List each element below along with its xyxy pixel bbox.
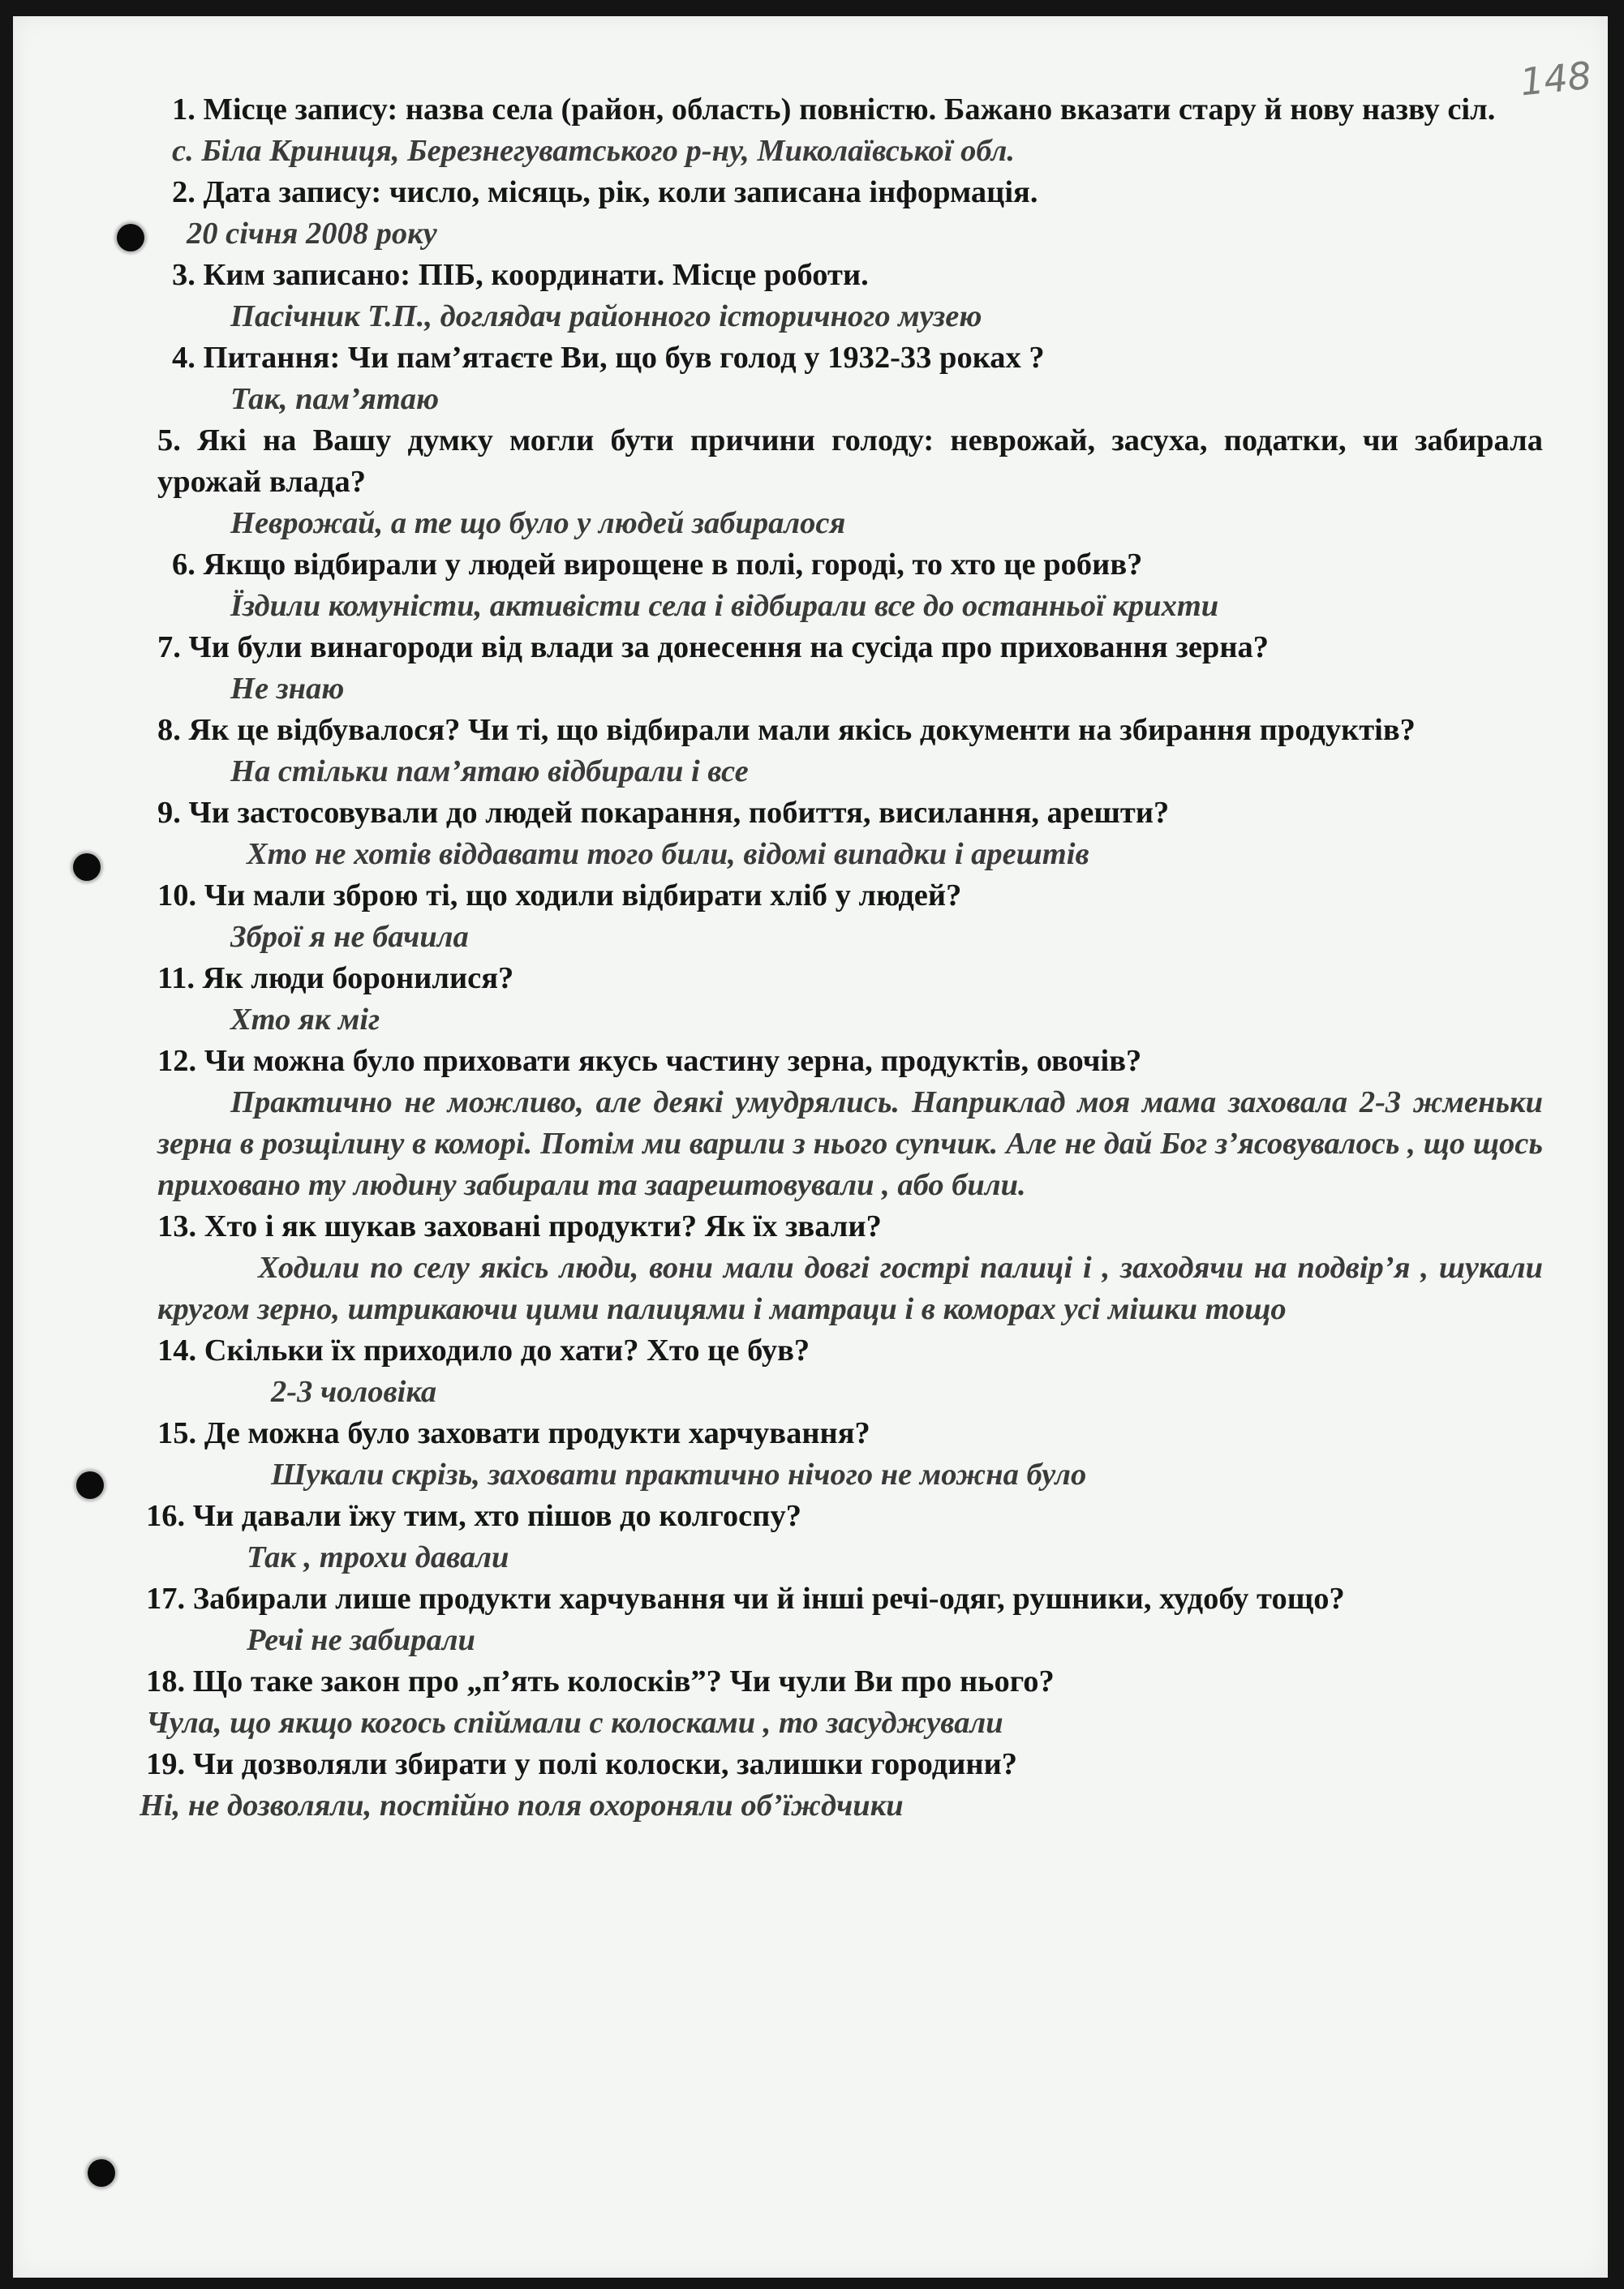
question-1: 1. Місце запису: назва села (район, область) повністю. Бажано вказати стару й нову назву сіл. (172, 92, 1496, 127)
answer-3: Пасічник Т.П., доглядач районного історичного музею (230, 299, 982, 333)
answer-9: Хто не хотів віддавати того били, відомі випадки і арештів (247, 837, 1089, 871)
answer-8: На стільки пам’ятаю відбирали і все (230, 754, 749, 788)
question-11: 11. Як люди боронилися? (157, 961, 514, 995)
answer-10: Зброї я не бачила (230, 920, 469, 954)
questionnaire (140, 89, 1543, 1827)
question-19: 19. Чи дозволяли збирати у полі колоски, залишки городини? (146, 1747, 1018, 1781)
answer-7: Не знаю (230, 672, 345, 706)
punch-hole (73, 853, 101, 881)
answer-2: 20 січня 2008 року (187, 217, 437, 251)
answer-13: Ходили по селу якісь люди, вони мали довгі гострі палиці і , заходячи на подвір’я , шукали кругом зерно, штрикаючи цими палицями і матраци і в коморах усі мішки тощо (157, 1251, 1543, 1326)
answer-5: Неврожай, а те що було у людей забиралося (230, 506, 846, 540)
question-3: 3. Ким записано: ПІБ, координати. Місце роботи. (172, 258, 869, 292)
question-16: 16. Чи давали їжу тим, хто пішов до колгоспу? (146, 1499, 801, 1533)
page-number: 148 (1518, 53, 1594, 105)
question-10: 10. Чи мали зброю ті, що ходили відбирати хліб у людей? (157, 878, 962, 913)
document-page (13, 16, 1608, 2278)
answer-11: Хто як міг (230, 1003, 380, 1037)
question-15: 15. Де можна було заховати продукти харчування? (157, 1416, 870, 1450)
answer-14: 2-3 чоловіка (271, 1375, 437, 1409)
answer-1: с. Біла Криниця, Березнегуватського р-ну, Миколаївської обл. (172, 134, 1015, 168)
question-5: 5. Які на Вашу думку могли бути причини голоду: неврожай, засуха, податки, чи забирала урожай влада? (157, 423, 1543, 499)
answer-4: Так, пам’ятаю (230, 382, 440, 416)
answer-15: Шукали скрізь, заховати практично нічого не можна було (271, 1458, 1087, 1492)
question-13: 13. Хто і як шукав заховані продукти? Як їх звали? (157, 1209, 882, 1243)
answer-17: Речі не забирали (247, 1623, 475, 1657)
answer-18: Чула, що якщо когось спіймали с колосками , то засуджували (146, 1706, 1003, 1740)
question-9: 9. Чи застосовували до людей покарання, побиття, висилання, арешти? (157, 796, 1170, 830)
answer-16: Так , трохи давали (247, 1540, 509, 1574)
answer-19: Ні, не дозволяли, постійно поля охороняли об’їждчики (140, 1789, 904, 1823)
question-12: 12. Чи можна було приховати якусь частину зерна, продуктів, овочів? (157, 1044, 1142, 1078)
question-7: 7. Чи були винагороди від влади за донесення на сусіда про приховання зерна? (157, 630, 1270, 664)
answer-12: Практично не можливо, але деякі умудрялись. Наприклад моя мама заховала 2-3 жменьки зерна в розщілину в коморі. Потім ми варили з нього супчик. Але не дай Бог з’ясовувалось , що щось приховано ту людину забирали та заарештовували , або били. (157, 1085, 1543, 1202)
question-6: 6. Якщо відбирали у людей вирощене в полі, городі, то хто це робив? (172, 548, 1143, 582)
question-17: 17. Забирали лише продукти харчування чи й інші речі-одяг, рушники, худобу тощо? (146, 1582, 1345, 1616)
question-4: 4. Питання: Чи пам’ятаєте Ви, що був голод у 1932-33 роках ? (172, 341, 1045, 375)
question-8: 8. Як це відбувалося? Чи ті, що відбирали мали якісь документи на збирання продуктів? (157, 713, 1416, 747)
answer-6: Їздили комуністи, активісти села і відбирали все до останньої крихти (230, 589, 1219, 623)
question-14: 14. Скільки їх приходило до хати? Хто це був? (157, 1333, 810, 1368)
punch-hole (76, 1471, 104, 1499)
punch-hole (117, 224, 144, 251)
question-2: 2. Дата запису: число, місяць, рік, коли записана інформація. (172, 175, 1038, 209)
question-18: 18. Що таке закон про „п’ять колосків”? Чи чули Ви про нього? (146, 1664, 1055, 1698)
punch-hole (88, 2159, 115, 2187)
